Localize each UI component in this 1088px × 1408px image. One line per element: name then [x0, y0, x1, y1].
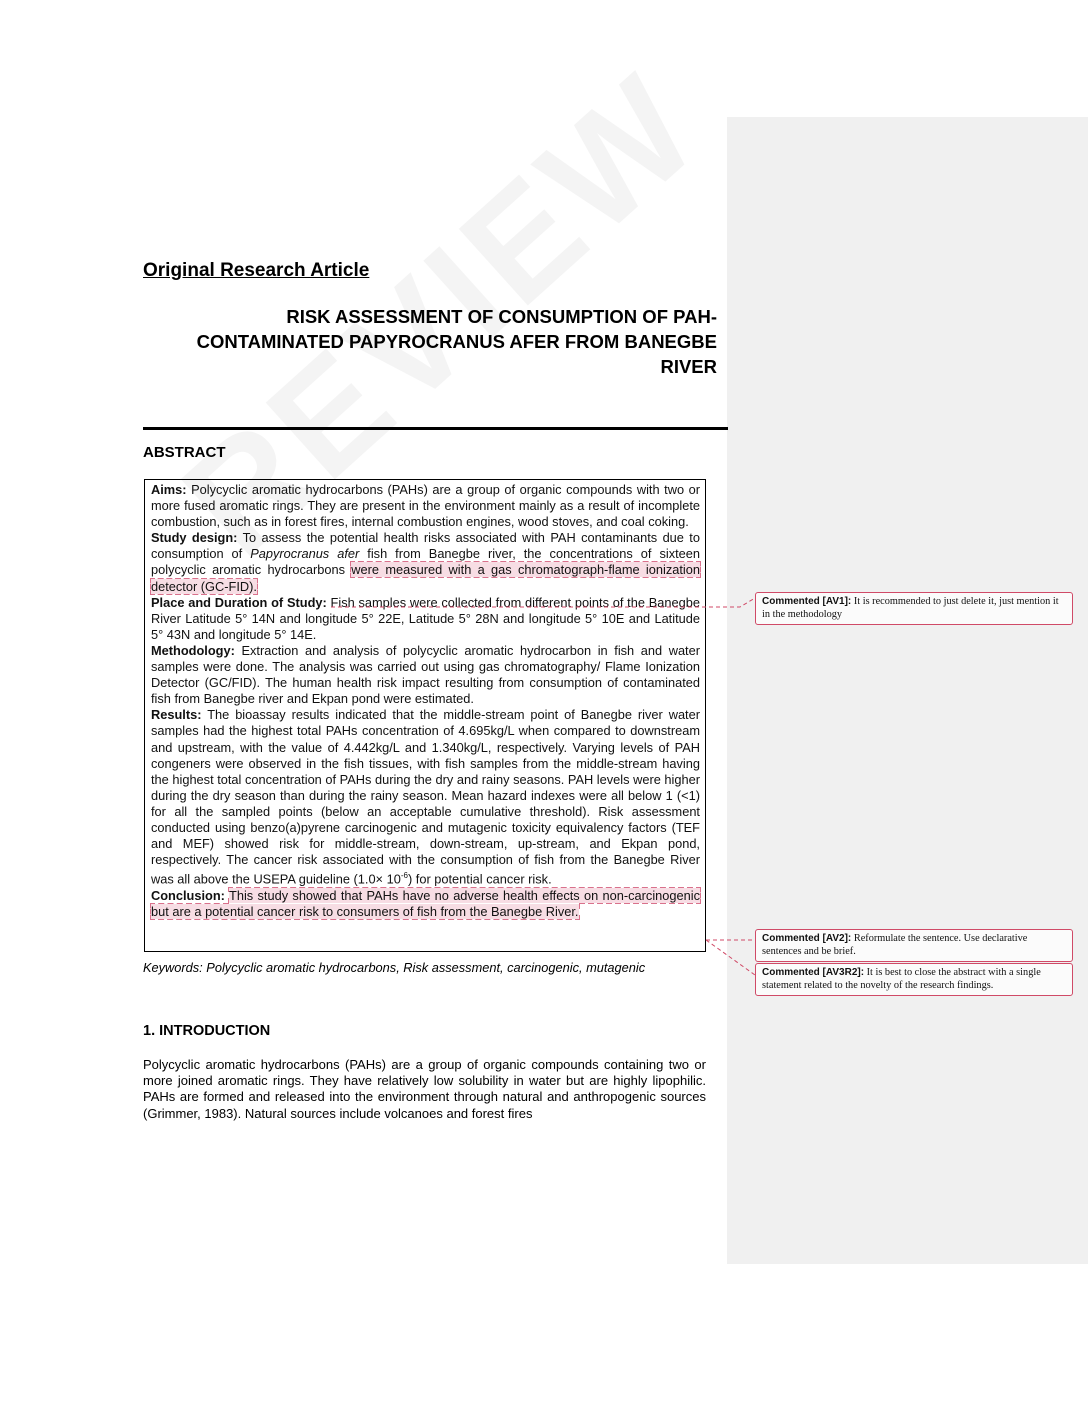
comment-text: Reformulate the sentence. Use declarative sentences and be brief. [762, 933, 1028, 957]
results-text: The bioassay results indicated that the middle-stream point of Banegbe river water samples had the highest total PAHs concentration of 4.695kg/L when compared to downstream and upstream, with the value of 4.442kg/L and 1.340kg/L, respectively. Varying levels of PAH congeners were observed in the fish tissues, with fish samples from the middle-stream having the highest total concentration of PAHs during the dry and rainy seasons. PAH levels were higher during the dry season than during the rainy season. Mean hazard indexes were all below 1 (<1) for all the sampled points (below an acceptable cumulative threshold). Risk assessment conducted using benzo(a)pyrene carcinogenic and mutagenic toxicity equivalency factors (TEF and MEF) showed risk for middle-stream, down-stream, up-stream, and Ekpan pond, respectively. The cancer risk associated with the consumption of fish from the Banegbe River was all above the USEPA guideline (1.0× 10 [151, 707, 700, 887]
article-type: Original Research Article [143, 260, 370, 281]
design-text-2: fish from Banegbe river, the concentrations of sixteen polycyclic aromatic hydrocarbons [151, 546, 701, 578]
design-text-1: To assess the potential health risks associated with PAH contaminants due to consumption of [151, 530, 700, 562]
title-line-1: RISK ASSESSMENT OF CONSUMPTION OF PAH- [286, 306, 717, 327]
comment-author: Commented [AV3R2]: [762, 967, 865, 978]
highlight-gc-fid[interactable]: were measured with a gas chromatograph-flame ionization detector (GC-FID). [151, 562, 700, 594]
results-tail: ) for potential cancer risk. [407, 871, 552, 887]
comment-av1[interactable] [755, 592, 1073, 625]
abstract-aims [151, 482, 700, 530]
abstract-box [144, 479, 706, 952]
aims-text: Polycyclic aromatic hydrocarbons (PAHs) are a group of organic compounds with two or more fused aromatic rings. They are present in the environment mainly as a result of incomplete combustion, such as in forest fires, internal combustion engines, wood stoves, and coal coking. [151, 482, 700, 530]
comment-av2[interactable] [755, 929, 1073, 962]
highlight-conclusion[interactable]: This study showed that PAHs have no adverse health effects on non-carcinogenic but are a potential cancer risk to consumers of fish from the Banegbe River. [151, 887, 700, 919]
introduction-heading: 1. INTRODUCTION [143, 1023, 271, 1039]
title-line-2: CONTAMINATED PAPYROCRANUS AFER FROM BANEGBE [196, 331, 717, 352]
article-title [143, 304, 717, 379]
comment-text: It is best to close the abstract with a single statement related to the novelty of the research findings. [762, 967, 1041, 991]
title-rule [143, 427, 728, 430]
place-label: Place and Duration of Study: [151, 594, 327, 610]
design-species: Papyrocranus afer [250, 546, 360, 562]
aims-label: Aims: [151, 482, 187, 497]
abstract-conclusion [151, 888, 700, 920]
title-line-3: RIVER [660, 356, 717, 377]
abstract-results [151, 707, 700, 887]
results-label: Results: [151, 707, 202, 723]
keywords: Keywords: Polycyclic aromatic hydrocarbons, Risk assessment, carcinogenic, mutagenic [143, 960, 646, 975]
place-text: Fish samples were collected from different points of the Banegbe River Latitude 5° 14N and longitude 5° 22E, Latitude 5° 28N and longitude 5° 10E and Latitude 5° 43N and longitude 5° 14E. [151, 594, 700, 642]
abstract-study-design [151, 530, 700, 594]
introduction-text: Polycyclic aromatic hydrocarbons (PAHs) are a group of organic compounds containing two or more joined aromatic rings. They have relatively low solubility in water but are highly lipophilic. PAHs are formed and released into the environment through natural and anthropogenic sources (Grimmer, 1983). Natural sources include volcanoes and forest fires [143, 1057, 706, 1121]
comment-av3r2[interactable] [755, 963, 1073, 996]
results-exponent: -6 [400, 871, 408, 881]
comment-author: Commented [AV1]: [762, 596, 852, 607]
comment-text: It is recommended to just delete it, just mention it in the methodology [762, 596, 1059, 620]
comment-pane [727, 117, 1088, 1264]
method-label: Methodology: [151, 642, 235, 658]
conclusion-label: Conclusion: [151, 887, 225, 903]
abstract-methodology [151, 643, 700, 707]
abstract-place [151, 595, 700, 643]
design-label: Study design: [151, 530, 238, 546]
comment-author: Commented [AV2]: [762, 933, 852, 944]
abstract-heading: ABSTRACT [143, 444, 226, 461]
method-text: Extraction and analysis of polycyclic aromatic hydrocarbon in fish and water samples were done. The analysis was carried out using gas chromatography/ Flame Ionization Detector (GC/FID). The human health risk impact resulting from consumption of contaminated fish from Banegbe river and Ekpan pond were estimated. [151, 642, 700, 707]
